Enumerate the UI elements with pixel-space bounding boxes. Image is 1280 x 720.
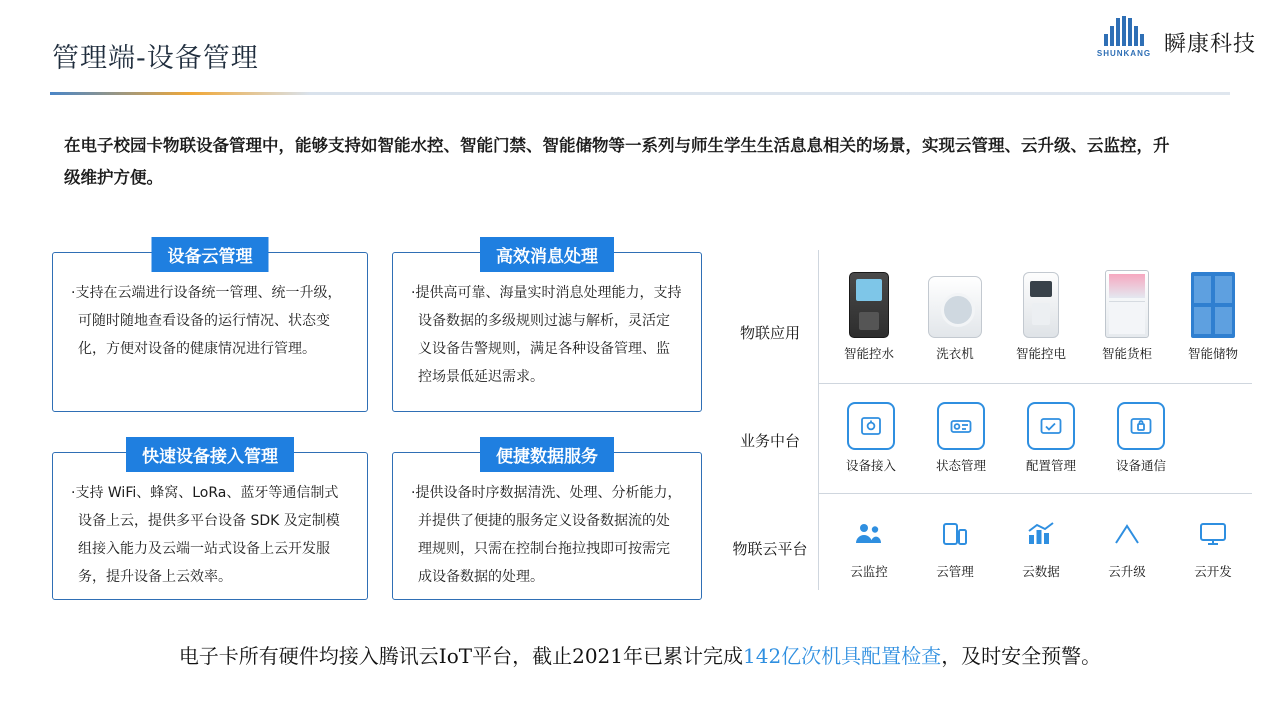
diagram-item-state-management: [916, 402, 1006, 474]
logo-wordmark: SHUNKANG: [1096, 49, 1152, 58]
diagram-item-config-management: [1006, 402, 1096, 474]
upgrade-arrow-icon: [1084, 512, 1170, 556]
diagram-item-caption: 智能控水: [843, 346, 894, 361]
feature-card-body: ·支持在云端进行设备统一管理、统一升级，可随时随地查看设备的运行情况、状态变化，方便对设备的健康情况进行管理。: [71, 285, 342, 357]
diagram-item-caption: 云管理: [936, 564, 974, 579]
architecture-diagram: [722, 250, 1252, 590]
feature-card-body: ·提供设备时序数据清洗、处理、分析能力，并提供了便捷的服务定义设备数据流的处理规则，只需在控制台拖拉拽即可按需完成设备数据的处理。: [411, 485, 682, 585]
footer-text-after: ，及时安全预警。: [941, 644, 1102, 668]
diagram-item-caption: 智能货柜: [1101, 346, 1152, 361]
feature-card-title: 设备云管理: [152, 237, 269, 272]
diagram-row-iot-cloud: [826, 512, 1256, 580]
diagram-item-caption: 云升级: [1108, 564, 1146, 579]
feature-card-title: 高效消息处理: [480, 237, 614, 272]
locker-icon: [1170, 264, 1256, 338]
config-management-icon: [1027, 402, 1075, 450]
devices-manage-icon: [912, 512, 998, 556]
feature-card-data-service: [392, 447, 702, 600]
diagram-item-caption: 智能控电: [1015, 346, 1066, 361]
diagram-item-caption: 智能储物: [1187, 346, 1238, 361]
diagram-item-caption: 设备接入: [845, 458, 896, 473]
diagram-item-caption: 状态管理: [935, 458, 986, 473]
diagram-item-cloud-management: [912, 512, 998, 580]
diagram-item-smart-power: [998, 264, 1084, 362]
diagram-item-smart-water: [826, 264, 912, 362]
diagram-item-caption: 设备通信: [1115, 458, 1166, 473]
diagram-item-cloud-monitor: [826, 512, 912, 580]
feature-card-message-processing: [392, 247, 702, 412]
power-meter-icon: [998, 264, 1084, 338]
feature-card-title: 便捷数据服务: [480, 437, 614, 472]
title-divider: [50, 92, 1230, 95]
diagram-vertical-divider: [818, 250, 819, 590]
diagram-item-device-access: [826, 402, 916, 474]
diagram-item-cloud-upgrade: [1084, 512, 1170, 580]
logo-bars-icon: [1094, 16, 1154, 46]
diagram-item-washing-machine: [912, 264, 998, 362]
diagram-item-smart-locker: [1170, 264, 1256, 362]
washing-machine-icon: [912, 264, 998, 338]
brand-name: 瞬康科技: [1163, 31, 1256, 57]
device-communication-icon: [1117, 402, 1165, 450]
device-access-icon: [847, 402, 895, 450]
feature-card-body: ·支持 WiFi、蜂窝、LoRa、蓝牙等通信制式设备上云，提供多平台设备 SDK 及定制模组接入能力及云端一站式设备上云开发服务，提升设备上云效率。: [71, 485, 340, 585]
access-panel-icon: [826, 264, 912, 338]
monitor-screen-icon: [1170, 512, 1256, 556]
diagram-item-caption: 洗衣机: [936, 346, 974, 361]
diagram-row-divider-1: [818, 383, 1252, 384]
page-title: 管理端-设备管理: [52, 43, 259, 74]
footer-highlight: 142亿次机具配置检查: [743, 644, 942, 668]
diagram-row-business-middle: [826, 402, 1186, 474]
users-monitor-icon: [826, 512, 912, 556]
bar-chart-icon: [998, 512, 1084, 556]
diagram-row-iot-apps: [826, 264, 1256, 362]
diagram-item-device-communication: [1096, 402, 1186, 474]
feature-card-device-cloud-management: [52, 247, 368, 412]
diagram-item-smart-vending: [1084, 264, 1170, 362]
intro-paragraph: 在电子校园卡物联设备管理中，能够支持如智能水控、智能门禁、智能储物等一系列与师生学生生活息息相关的场景，实现云管理、云升级、云监控，升级维护方便。: [64, 136, 1170, 187]
logo-mark-icon: [1094, 16, 1154, 68]
diagram-row-divider-2: [818, 493, 1252, 494]
state-management-icon: [937, 402, 985, 450]
diagram-item-caption: 云监控: [850, 564, 888, 579]
diagram-item-caption: 云数据: [1022, 564, 1060, 579]
diagram-row-label-iot-apps: 物联应用: [739, 324, 800, 342]
diagram-row-label-business-middle: 业务中台: [739, 432, 800, 450]
vending-machine-icon: [1084, 264, 1170, 338]
diagram-item-cloud-development: [1170, 512, 1256, 580]
diagram-item-caption: 云开发: [1194, 564, 1232, 579]
diagram-item-cloud-data: [998, 512, 1084, 580]
feature-card-title: 快速设备接入管理: [126, 437, 294, 472]
footer-text-before: 电子卡所有硬件均接入腾讯云IoT平台，截止2021年已累计完成: [178, 644, 743, 668]
feature-card-device-access: [52, 447, 368, 600]
feature-card-body: ·提供高可靠、海量实时消息处理能力，支持设备数据的多级规则过滤与解析，灵活定义设备告警规则，满足各种设备管理、监控场景低延迟需求。: [411, 285, 682, 385]
brand-logo: [1094, 16, 1256, 68]
diagram-row-label-iot-cloud: 物联云平台: [732, 540, 808, 558]
footer-note: [0, 640, 1280, 669]
diagram-item-caption: 配置管理: [1025, 458, 1076, 473]
